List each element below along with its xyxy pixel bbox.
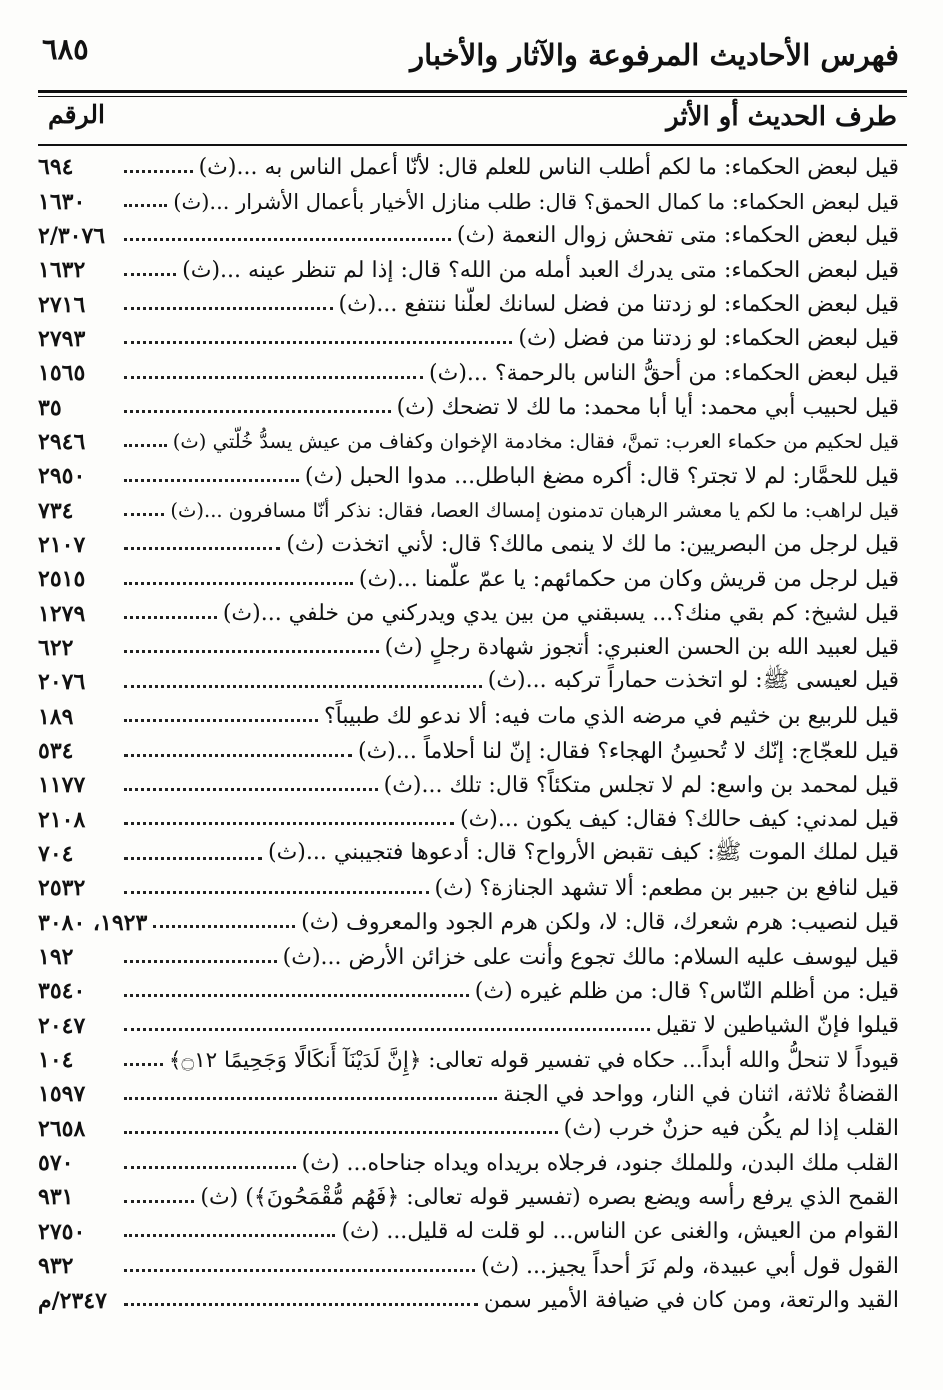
entry-text: القلب إذا لم يكُن فيه حزنٌ خرب (ث) bbox=[563, 1116, 899, 1142]
dot-leader bbox=[124, 582, 353, 585]
index-entry bbox=[38, 1043, 899, 1077]
dot-leader bbox=[124, 616, 217, 619]
index-entry bbox=[38, 1077, 899, 1111]
index-entry bbox=[38, 940, 899, 974]
dot-leader bbox=[124, 1303, 478, 1306]
dot-leader bbox=[124, 960, 277, 963]
entry-number: ٢٩٥٠ bbox=[38, 463, 86, 490]
entry-number: ١١٧٧ bbox=[38, 772, 86, 799]
index-entry bbox=[38, 665, 899, 699]
dot-leader bbox=[153, 925, 295, 928]
entry-number: ١٠٤ bbox=[38, 1047, 74, 1074]
dot-leader bbox=[124, 685, 482, 688]
entry-number: ٢١٠٧ bbox=[38, 531, 86, 558]
dot-leader bbox=[124, 547, 280, 550]
index-entry bbox=[38, 287, 899, 321]
index-entry bbox=[38, 1112, 899, 1146]
entry-text: القوام من العيش، والغنى عن الناس... لو قلت له قليل... (ث) bbox=[341, 1219, 899, 1245]
entry-number: ١٥٦٥ bbox=[38, 360, 86, 387]
index-entry bbox=[38, 390, 899, 424]
entry-text: قيل لراهب: ما لكم يا معشر الرهبان تدمنون إمساك العصا، فقال: نذكر أنّا مسافرون ...(ث) bbox=[170, 499, 899, 523]
dot-leader bbox=[124, 650, 379, 653]
dot-leader bbox=[124, 238, 451, 241]
index-entry bbox=[38, 700, 899, 734]
entry-text: قيل: من أظلم النّاس؟ قال: من ظلم غيره (ث) bbox=[474, 978, 899, 1004]
entry-text: قيوداً لا تنحلُّ والله أبداً... حكاه في تفسير قوله تعالى: ﴿إِنَّ لَدَيْنَآ أَنكَالًا وَجَحِيمًا ۝١٢﴾ bbox=[168, 1047, 899, 1073]
entry-text: قيل لبعض الحكماء: متى تفحش زوال النعمة (ث) bbox=[456, 223, 899, 249]
index-entry bbox=[38, 459, 899, 493]
entry-text: القلب ملك البدن، وللملك جنود، فرجلاه بريداه ويداه جناحاه... (ث) bbox=[301, 1150, 899, 1176]
entry-number: ٢٦٥٨ bbox=[38, 1115, 86, 1142]
entry-number: ٢٣٤٧/م bbox=[38, 1287, 107, 1314]
index-entry bbox=[38, 871, 899, 905]
index-entry bbox=[38, 219, 899, 253]
entry-text: قيل لرجل من البصريين: ما لك لا ينمى مالك؟ قال: لأني اتخذت (ث) bbox=[286, 532, 899, 558]
entry-text: قيل لملك الموت ﷺ: كيف تقبض الأرواح؟ قال: أدعوها فتجيبني ...(ث) bbox=[267, 840, 899, 866]
running-head bbox=[0, 30, 943, 80]
dot-leader bbox=[124, 273, 176, 276]
entry-text: قيل ليوسف عليه السلام: مالك تجوع وأنت على خزائن الأرض ...(ث) bbox=[282, 944, 899, 970]
dot-leader bbox=[124, 1131, 558, 1134]
entry-number: ٢٩٤٦ bbox=[38, 428, 86, 455]
entry-number: ٥٣٤ bbox=[38, 738, 74, 765]
header-rule-thin bbox=[38, 96, 907, 97]
index-entry bbox=[38, 631, 899, 665]
entry-text: قيل لحكيم من حكماء العرب: تمنَّ، فقال: مخادمة الإخوان وكفاف من عيش يسدُّ خُلّتي (ث) bbox=[172, 430, 899, 454]
dot-leader bbox=[124, 1028, 650, 1031]
dot-leader bbox=[124, 1063, 163, 1066]
index-entry bbox=[38, 1009, 899, 1043]
dot-leader bbox=[124, 994, 469, 997]
entry-number: ٣٥٤٠ bbox=[38, 978, 86, 1005]
entry-text: قيل لنصيب: هرم شعرك، قال: لا، ولكن هرم الجود والمعروف (ث) bbox=[301, 910, 899, 936]
entry-number: ٥٧٠ bbox=[38, 1150, 74, 1177]
index-entry bbox=[38, 596, 899, 630]
entry-number: ١٨٩ bbox=[38, 703, 74, 730]
index-entry bbox=[38, 425, 899, 459]
index-entry bbox=[38, 150, 899, 184]
entry-text: القول قول أبي عبيدة، ولم نَرَ أحداً يجيز... (ث) bbox=[481, 1253, 899, 1279]
entry-number: ١٦٣٢ bbox=[38, 257, 86, 284]
index-entry bbox=[38, 803, 899, 837]
entry-text: قيل للعجّاج: إنّك لا تُحسِنُ الهجاء؟ فقال: إنّ لنا أحلاماً ...(ث) bbox=[357, 738, 899, 764]
index-entry bbox=[38, 253, 899, 287]
dot-leader bbox=[124, 719, 318, 722]
entry-text: قيل لبعض الحكماء: لو زدتنا من فضل لسانك لعلّنا ننتفع ...(ث) bbox=[338, 292, 899, 318]
dot-leader bbox=[124, 754, 352, 757]
entry-number: ١٩٢ bbox=[38, 944, 74, 971]
entry-number: ٧٣٤ bbox=[38, 497, 74, 524]
entry-number: ٩٣٢ bbox=[38, 1253, 74, 1280]
entry-number: ٦٩٤ bbox=[38, 154, 74, 181]
index-entry bbox=[38, 493, 899, 527]
index-entry bbox=[38, 184, 899, 218]
dot-leader bbox=[124, 376, 423, 379]
index-entry bbox=[38, 768, 899, 802]
entry-number: ٢١٠٨ bbox=[38, 806, 86, 833]
index-entry bbox=[38, 906, 899, 940]
dot-leader bbox=[124, 1097, 497, 1100]
page-number: ٦٨٥ bbox=[42, 32, 89, 66]
dot-leader bbox=[124, 822, 454, 825]
entry-text: القيد والرتعة، ومن كان في ضيافة الأمير سمن bbox=[483, 1288, 899, 1314]
entry-text: قيل لبعض الحكماء: متى يدرك العبد أمله من الله؟ قال: إذا لم تنظر عينه ...(ث) bbox=[182, 257, 899, 283]
entry-text: قيل لمدني: كيف حالك؟ فقال: كيف يكون ...(ث) bbox=[459, 807, 899, 833]
entry-number: ٢٠٤٧ bbox=[38, 1012, 86, 1039]
entry-text: قيل لحبيب أبي محمد: أيا أبا محمد: ما لك لا تضحك (ث) bbox=[396, 395, 899, 421]
index-entry bbox=[38, 1180, 899, 1214]
entry-number: ١٥٩٧ bbox=[38, 1081, 86, 1108]
entry-number: ٩٣١ bbox=[38, 1184, 74, 1211]
entry-number: ١٢٧٩ bbox=[38, 600, 86, 627]
entry-number: ١٦٣٠ bbox=[38, 188, 86, 215]
index-entry bbox=[38, 1215, 899, 1249]
entry-text: قيل لشيخ: كم بقي منك؟... يسبقني من بين يدي ويدركني من خلفي ...(ث) bbox=[222, 601, 899, 627]
entry-number: ٣٥ bbox=[38, 394, 62, 421]
book-title: فهرس الأحاديث المرفوعة والآثار والأخبار bbox=[410, 38, 899, 72]
entry-number: ٢٠٧٦ bbox=[38, 669, 86, 696]
index-entry bbox=[38, 974, 899, 1008]
entry-number: ٢٧٩٣ bbox=[38, 325, 86, 352]
index-entry bbox=[38, 837, 899, 871]
column-header-rule bbox=[38, 144, 907, 146]
entry-number: ٢٥٣٢ bbox=[38, 875, 86, 902]
dot-leader bbox=[124, 444, 167, 447]
entry-text: قيل للربيع بن خثيم في مرضه الذي مات فيه: ألا ندعو لك طبيباً؟ bbox=[324, 704, 899, 730]
entry-text: قيل لبعض الحكماء: لو زدتنا من فضل (ث) bbox=[518, 326, 899, 352]
entry-number: ٦٢٢ bbox=[38, 634, 74, 661]
dot-leader bbox=[124, 307, 333, 310]
index-entries bbox=[38, 150, 899, 1318]
dot-leader bbox=[124, 1200, 194, 1203]
entry-number: ٢/٣٠٧٦ bbox=[38, 222, 106, 249]
entry-text: قيلوا فإنّ الشياطين لا تقيل bbox=[655, 1013, 899, 1039]
entry-number: ٧٠٤ bbox=[38, 841, 74, 868]
entry-number: ٢٧١٦ bbox=[38, 291, 86, 318]
dot-leader bbox=[124, 1269, 475, 1272]
entry-text: قيل لمحمد بن واسع: لم لا تجلس متكئاً؟ قال: تلك ...(ث) bbox=[383, 772, 899, 798]
dot-leader bbox=[124, 857, 262, 860]
dot-leader bbox=[124, 788, 378, 791]
dot-leader bbox=[124, 1234, 335, 1237]
entry-number: ١٩٢٣، ٣٠٨٠ bbox=[38, 909, 148, 936]
entry-text: قيل للحمَّار: لم لا تجتر؟ قال: أكره مضغ الباطل... مدوا الحبل (ث) bbox=[304, 463, 899, 489]
dot-leader bbox=[124, 479, 299, 482]
dot-leader bbox=[124, 891, 429, 894]
index-entry bbox=[38, 734, 899, 768]
dot-leader bbox=[124, 410, 391, 413]
dot-leader bbox=[124, 204, 167, 207]
entry-text: قيل لعيسى ﷺ: لو اتخذت حماراً تركبه ...(ث) bbox=[487, 668, 899, 694]
dot-leader bbox=[124, 513, 164, 516]
dot-leader bbox=[124, 341, 512, 344]
column-header-number: الرقم bbox=[48, 100, 105, 129]
index-entry bbox=[38, 1283, 899, 1317]
entry-text: قيل لبعض الحكماء: من أحقُّ الناس بالرحمة؟ ...(ث) bbox=[429, 360, 899, 386]
index-entry bbox=[38, 356, 899, 390]
index-entry bbox=[38, 562, 899, 596]
entry-text: قيل لرجل من قريش وكان من حكمائهم: يا عمّ علّمنا ...(ث) bbox=[358, 566, 899, 592]
index-entry bbox=[38, 1249, 899, 1283]
entry-text: قيل لبعض الحكماء: ما لكم أطلب الناس للعلم قال: لأنّا أعمل الناس به ...(ث) bbox=[198, 154, 899, 180]
entry-text: قيل لبعض الحكماء: ما كمال الحمق؟ قال: طلب منازل الأخيار بأعمال الأشرار ...(ث) bbox=[173, 189, 899, 214]
column-header-text: طرف الحديث أو الأثر bbox=[666, 102, 897, 132]
index-entry bbox=[38, 322, 899, 356]
dot-leader bbox=[124, 170, 193, 173]
index-entry bbox=[38, 1146, 899, 1180]
entry-number: ٢٥١٥ bbox=[38, 566, 86, 593]
header-rule-thick bbox=[38, 90, 907, 93]
entry-text: القمح الذي يرفع رأسه ويضع بصره (تفسير قوله تعالى: ﴿فَهُم مُّقْمَحُونَ﴾) (ث) bbox=[200, 1184, 899, 1210]
entry-text: قيل لعبيد الله بن الحسن العنبري: أتجوز شهادة رجلٍ (ث) bbox=[384, 635, 899, 661]
index-entry bbox=[38, 528, 899, 562]
entry-text: القضاةُ ثلاثة، اثنان في النار، وواحد في الجنة bbox=[503, 1081, 899, 1107]
entry-number: ٢٧٥٠ bbox=[38, 1218, 86, 1245]
dot-leader bbox=[124, 1166, 296, 1169]
entry-text: قيل لنافع بن جبير بن مطعم: ألا تشهد الجنازة؟ (ث) bbox=[434, 875, 899, 901]
